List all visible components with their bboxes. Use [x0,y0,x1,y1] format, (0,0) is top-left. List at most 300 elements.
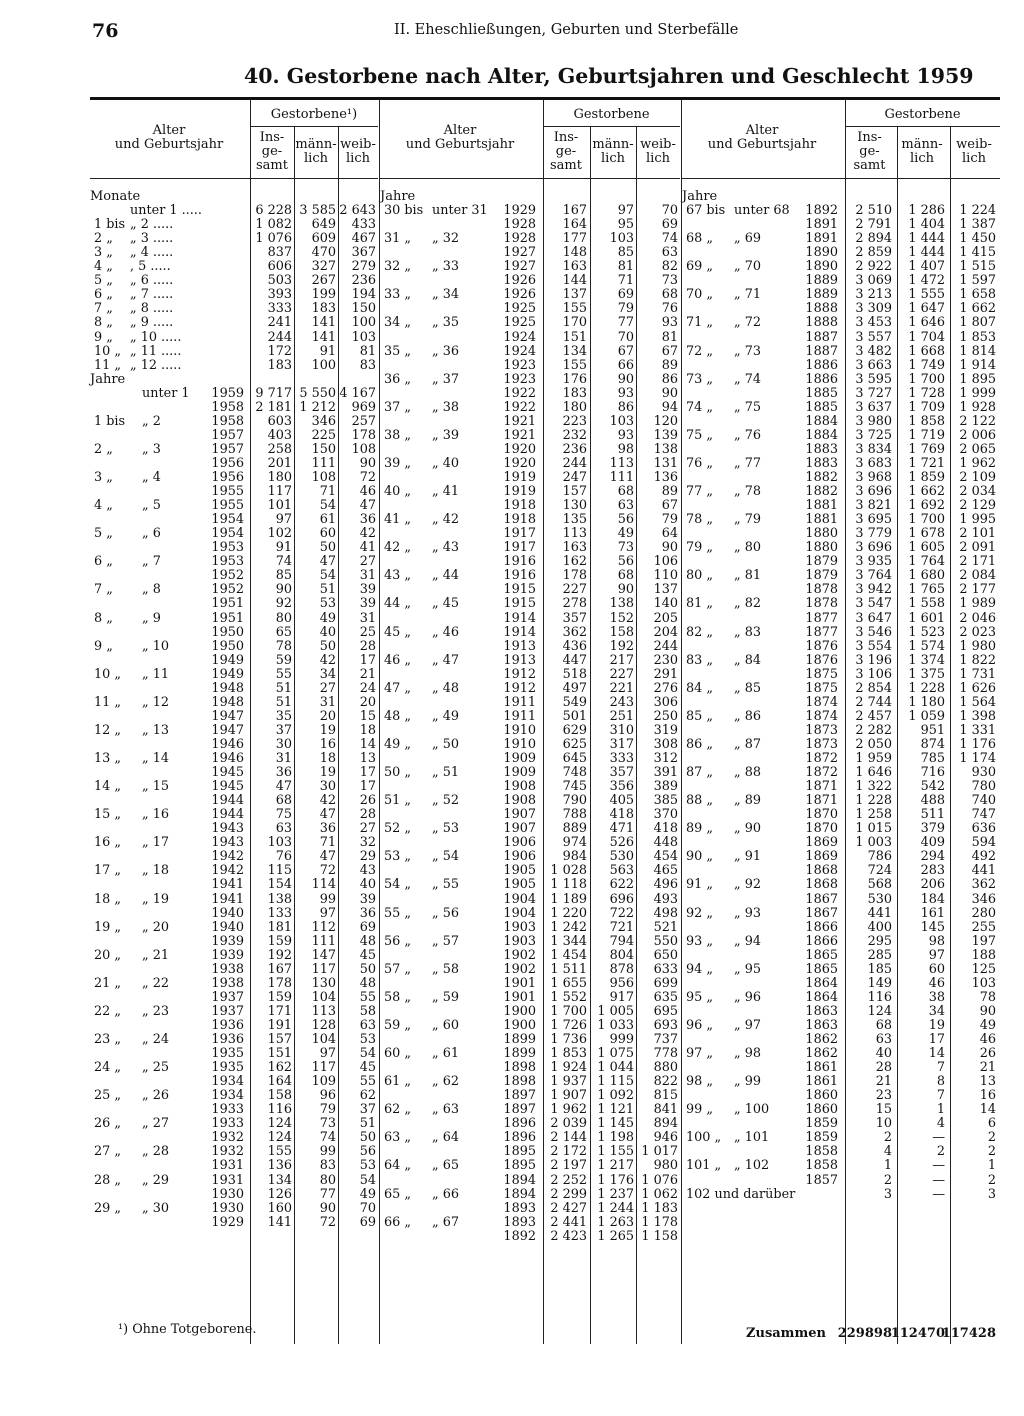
birth-year: 1932 [211,1130,244,1146]
value-weiblich: 21 [359,666,376,682]
birth-year: 1899 [503,1046,536,1062]
birth-year: 1948 [211,694,244,710]
table-row [682,429,1000,443]
birth-year: 1864 [805,975,838,991]
age-from: 17 „ [94,863,121,879]
value-weiblich: 136 [653,470,678,485]
age-to: „ 90 [734,821,761,837]
value-weiblich: 63 [661,245,678,261]
age-from: 35 „ [384,343,411,359]
age-from: 9 „ [94,638,113,654]
value-insgesamt: 3 727 [855,385,892,401]
birth-year: 1862 [805,1046,838,1062]
table-row [682,499,1000,513]
header-bottom-rule [682,178,1000,179]
table-row [90,850,378,864]
birth-year: 1945 [211,779,244,795]
value-maennlich: 74 [319,1130,336,1146]
value-weiblich: 319 [653,722,678,738]
age-from: 5 „ [94,273,113,289]
age-to: „ 65 [432,1158,459,1174]
age-from: 60 „ [384,1046,411,1062]
value-maennlich: 93 [617,385,634,401]
birth-year: 1924 [503,329,536,345]
table-row [90,1047,378,1061]
table-row [682,780,1000,794]
value-insgesamt: 244 [562,455,587,471]
value-insgesamt: 21 [875,1074,892,1090]
value-maennlich: 1 678 [908,526,945,542]
value-maennlich: 917 [609,989,634,1005]
value-maennlich: 379 [920,821,945,837]
value-insgesamt: 3 213 [855,287,892,303]
value-maennlich: 217 [609,652,634,668]
value-maennlich: 1 858 [908,413,945,429]
age-from: 34 „ [384,315,411,331]
value-insgesamt: 134 [267,1172,292,1188]
age-to: „ 10 ..... [130,329,182,345]
value-weiblich: 1 398 [959,708,996,724]
age-to: „ 11 [142,666,169,682]
header-bottom-rule [380,178,680,179]
age-from: 3 „ [94,245,113,261]
value-maennlich: 542 [920,779,945,795]
value-maennlich: 158 [609,624,634,640]
value-insgesamt: 1 015 [855,821,892,837]
table-row [380,260,680,274]
age-from: 92 „ [686,905,713,921]
age-from: 22 „ [94,1003,121,1019]
birth-year: 1882 [805,470,838,485]
value-insgesamt: 3 069 [855,273,892,289]
value-insgesamt: 3 683 [855,455,892,471]
total-weiblich: 117428 [941,1326,996,1341]
value-insgesamt: 3 196 [855,652,892,668]
value-weiblich: 1 995 [959,512,996,528]
value-maennlich: 357 [609,765,634,781]
table-row [380,766,680,780]
value-weiblich: 1 928 [959,399,996,415]
value-weiblich: 1 017 [641,1144,678,1160]
value-weiblich: 1 415 [959,245,996,261]
value-insgesamt: 15 [875,1102,892,1118]
age-from: 82 „ [686,624,713,640]
value-weiblich: 69 [359,1214,376,1230]
age-to: „ 9 ..... [130,315,174,331]
table-row [90,668,378,682]
value-maennlich: 100 [311,357,336,373]
value-weiblich: 36 [359,905,376,921]
value-maennlich: 721 [609,919,634,935]
age-from: 76 „ [686,455,713,471]
value-weiblich: 36 [359,512,376,528]
birth-year: 1922 [503,399,536,415]
value-maennlich: 1 155 [597,1144,634,1160]
birth-year: 1918 [503,498,536,514]
age-to: „ 99 [734,1074,761,1090]
value-insgesamt: 2 299 [550,1186,587,1202]
birth-year: 1881 [805,498,838,514]
birth-year: 1865 [805,961,838,977]
age-from: 28 „ [94,1172,121,1188]
birth-year: 1860 [805,1102,838,1118]
birth-year: 1905 [503,863,536,879]
value-insgesamt: 59 [275,652,292,668]
value-insgesamt: 333 [267,301,292,317]
value-maennlich: 46 [928,975,945,991]
value-weiblich: 67 [661,498,678,514]
age-header: Alter und Geburtsjahr [114,123,224,152]
birth-year: 1886 [805,357,838,373]
age-from: 87 „ [686,765,713,781]
age-from: 81 „ [686,596,713,612]
value-insgesamt: 157 [267,1032,292,1047]
value-maennlich: 1 115 [597,1074,634,1090]
value-insgesamt: 177 [562,231,587,247]
value-weiblich: 930 [971,765,996,781]
value-weiblich: 308 [653,736,678,752]
age-from: 42 „ [384,540,411,556]
value-weiblich: 29 [359,849,376,865]
value-weiblich: 2 177 [959,582,996,598]
value-weiblich: 1 731 [959,666,996,682]
birth-year: 1900 [503,1003,536,1019]
value-maennlich: 69 [617,287,634,303]
value-weiblich: 362 [971,877,996,893]
table-row [380,569,680,583]
age-from: 84 „ [686,680,713,696]
value-weiblich: 385 [653,793,678,809]
table-row [380,429,680,443]
value-weiblich: 306 [653,694,678,710]
value-maennlich: 54 [319,498,336,514]
birth-year: 1915 [503,582,536,598]
value-weiblich: 50 [359,1130,376,1146]
table-row [682,274,1000,288]
maennlich-header: männ- lich [592,137,634,166]
birth-year: 1905 [503,877,536,893]
value-insgesamt: 185 [867,961,892,977]
birth-year: 1946 [211,736,244,752]
value-insgesamt: 9 717 [255,385,292,401]
value-maennlich: 18 [319,751,336,766]
value-maennlich: 1 601 [908,610,945,626]
value-weiblich: 49 [979,1017,996,1033]
value-weiblich: 2 109 [959,470,996,485]
table-row [682,1145,1000,1159]
value-weiblich: 2 [987,1172,996,1188]
value-weiblich: 1 662 [959,301,996,317]
value-weiblich: 1 076 [641,1172,678,1188]
birth-year: 1942 [211,849,244,865]
table-row [90,921,378,935]
value-insgesamt: 2 744 [855,694,892,710]
table-row [380,654,680,668]
value-insgesamt: 149 [867,975,892,991]
age-to: „ 91 [734,849,761,865]
page-number: 76 [92,20,119,42]
table-row [90,443,378,457]
age-to: „ 38 [432,399,459,415]
value-maennlich: 999 [609,1032,634,1047]
age-to: „ 34 [432,287,459,303]
age-from: 26 „ [94,1116,121,1132]
age-from: 11 „ [94,357,121,373]
birth-year: 1957 [211,427,244,443]
value-maennlich: 38 [928,989,945,1005]
age-from: 13 „ [94,751,121,766]
birth-year: 1937 [211,1003,244,1019]
running-header [92,20,994,44]
value-maennlich: 1 237 [597,1186,634,1202]
value-weiblich: 40 [359,877,376,893]
value-maennlich: 1 764 [908,554,945,570]
birth-year: 1924 [503,343,536,359]
birth-year: 1893 [503,1214,536,1230]
value-weiblich: 367 [351,245,376,261]
value-maennlich: 61 [319,512,336,528]
value-insgesamt: 124 [267,1130,292,1146]
value-insgesamt: 162 [562,554,587,570]
table-row [682,738,1000,752]
table-row [380,963,680,977]
age-from: 32 „ [384,259,411,275]
age-to: „ 19 [142,891,169,907]
birth-year: 1860 [805,1088,838,1104]
age-to: „ 76 [734,427,761,443]
value-maennlich: 470 [311,245,336,261]
birth-year: 1898 [503,1060,536,1076]
value-weiblich: 250 [653,708,678,724]
birth-year: 1907 [503,807,536,823]
birth-year: 1955 [211,484,244,500]
value-maennlich: 1 662 [908,484,945,500]
value-insgesamt: 91 [275,540,292,556]
age-from: 61 „ [384,1074,411,1090]
birth-year: 1883 [805,455,838,471]
age-from: 39 „ [384,455,411,471]
value-maennlich: 56 [617,512,634,528]
value-maennlich: — [932,1186,945,1202]
age-to: „ 64 [432,1130,459,1146]
table-row [380,401,680,415]
value-insgesamt: 984 [562,849,587,865]
birth-year: 1872 [805,751,838,766]
birth-year: 1923 [503,357,536,373]
value-weiblich: 46 [359,484,376,500]
value-weiblich: 1 158 [641,1228,678,1244]
value-insgesamt: 258 [267,441,292,457]
value-maennlich: 1 680 [908,568,945,584]
value-maennlich: 696 [609,891,634,907]
age-to: „ 35 [432,315,459,331]
table-row [682,1174,1000,1188]
birth-year: 1885 [805,385,838,401]
value-insgesamt: 130 [562,498,587,514]
table-row [90,836,378,850]
value-maennlich: 47 [319,554,336,570]
table-row [380,246,680,260]
value-weiblich: 42 [359,526,376,542]
value-weiblich: 79 [661,512,678,528]
birth-year: 1889 [805,273,838,289]
table-row [380,878,680,892]
table-row [682,1019,1000,1033]
value-maennlich: 60 [928,961,945,977]
value-insgesamt: 163 [562,540,587,556]
birth-year: 1895 [503,1158,536,1174]
birth-year: 1867 [805,905,838,921]
value-maennlich: 1 404 [908,217,945,233]
age-from: 19 „ [94,919,121,935]
age-from: 6 „ [94,287,113,303]
table-row [682,513,1000,527]
birth-year: 1933 [211,1116,244,1132]
value-weiblich: 236 [351,273,376,289]
value-insgesamt: 3 637 [855,399,892,415]
age-to: „ 49 [432,708,459,724]
footnote: ¹) Ohne Totgeborene. [118,1322,257,1337]
value-maennlich: 243 [609,694,634,710]
value-maennlich: 72 [319,863,336,879]
birth-year: 1907 [503,821,536,837]
value-maennlich: 49 [319,610,336,626]
value-maennlich: 42 [319,793,336,809]
value-insgesamt: 2 252 [550,1172,587,1188]
value-maennlich: 152 [609,610,634,626]
value-insgesamt: 441 [867,905,892,921]
value-maennlich: 722 [609,905,634,921]
value-maennlich: 356 [609,779,634,795]
value-weiblich: 2 [987,1144,996,1160]
value-maennlich: 1 558 [908,596,945,612]
value-insgesamt: 63 [875,1032,892,1047]
value-weiblich: 90 [661,540,678,556]
age-from: 71 „ [686,315,713,331]
value-weiblich: 740 [971,793,996,809]
value-weiblich: 178 [351,427,376,443]
age-to: „ 71 [734,287,761,303]
table-row [90,893,378,907]
value-insgesamt: 68 [875,1017,892,1033]
age-to: „ 37 [432,371,459,387]
table-row [380,331,680,345]
value-maennlich: 5 550 [299,385,336,401]
value-weiblich: 1 062 [641,1186,678,1202]
value-weiblich: 73 [661,273,678,289]
table-row [90,682,378,696]
value-insgesamt: 223 [562,413,587,429]
value-insgesamt: 160 [267,1200,292,1216]
age-to: unter 31 [432,203,488,219]
age-from: 29 „ [94,1200,121,1216]
value-insgesamt: 625 [562,736,587,752]
birth-year: 1870 [805,807,838,823]
value-maennlich: 99 [319,1144,336,1160]
value-maennlich: 1 228 [908,680,945,696]
table-row [380,668,680,682]
birth-year: 1929 [211,1214,244,1230]
value-maennlich: 1 263 [597,1214,634,1230]
value-maennlich: 267 [311,273,336,289]
age-from: 10 „ [94,666,121,682]
value-insgesamt: 1 322 [855,779,892,795]
value-insgesamt: 97 [275,512,292,528]
value-insgesamt: 2 172 [550,1144,587,1160]
birth-year: 1913 [503,652,536,668]
age-to: „ 96 [734,989,761,1005]
age-from: 25 „ [94,1088,121,1104]
value-maennlich: 1 407 [908,259,945,275]
table-row [380,977,680,991]
value-insgesamt: 159 [267,989,292,1005]
birth-year: 1866 [805,919,838,935]
birth-year: 1877 [805,624,838,640]
value-insgesamt: 4 [883,1144,892,1160]
age-to: „ 4 ..... [130,245,174,261]
birth-year: 1935 [211,1046,244,1062]
age-from: 8 „ [94,315,113,331]
value-maennlich: 716 [920,765,945,781]
value-maennlich: 34 [928,1003,945,1019]
birth-year: 1949 [211,652,244,668]
value-weiblich: 1 962 [959,455,996,471]
birth-year: 1952 [211,582,244,598]
value-insgesamt: 1 003 [855,835,892,851]
birth-year: 1947 [211,708,244,724]
birth-year: 1932 [211,1144,244,1160]
table-row [380,864,680,878]
value-maennlich: 526 [609,835,634,851]
value-weiblich: 1 822 [959,652,996,668]
birth-year: 1888 [805,301,838,317]
value-maennlich: 104 [311,989,336,1005]
value-weiblich: 31 [359,568,376,584]
birth-year: 1900 [503,1017,536,1033]
value-maennlich: 878 [609,961,634,977]
age-to: „ 36 [432,343,459,359]
age-from: 90 „ [686,849,713,865]
value-maennlich: 951 [920,722,945,738]
value-weiblich: 346 [971,891,996,907]
value-insgesamt: 568 [867,877,892,893]
value-weiblich: 230 [653,652,678,668]
value-insgesamt: 141 [267,1214,292,1230]
value-maennlich: 68 [617,484,634,500]
value-insgesamt: 501 [562,708,587,724]
birth-year: 1936 [211,1032,244,1047]
birth-year: 1891 [805,217,838,233]
table-row [380,1202,680,1216]
value-maennlich: 1 749 [908,357,945,373]
age-to: „ 43 [432,540,459,556]
birth-year: 1904 [503,891,536,907]
value-maennlich: 20 [319,708,336,724]
value-insgesamt: 3 695 [855,512,892,528]
birth-year: 1956 [211,455,244,471]
value-maennlich: 128 [311,1017,336,1033]
birth-year: 1904 [503,905,536,921]
value-maennlich: 36 [319,821,336,837]
age-to: „ 92 [734,877,761,893]
birth-year: 1954 [211,512,244,528]
age-from: 15 „ [94,807,121,823]
table-row [682,555,1000,569]
insgesamt-header: Ins- ge- samt [853,130,886,173]
value-insgesamt: 178 [267,975,292,991]
value-maennlich: 47 [319,807,336,823]
chapter-title: II. Eheschließungen, Geburten und Sterbefälle [394,22,739,38]
